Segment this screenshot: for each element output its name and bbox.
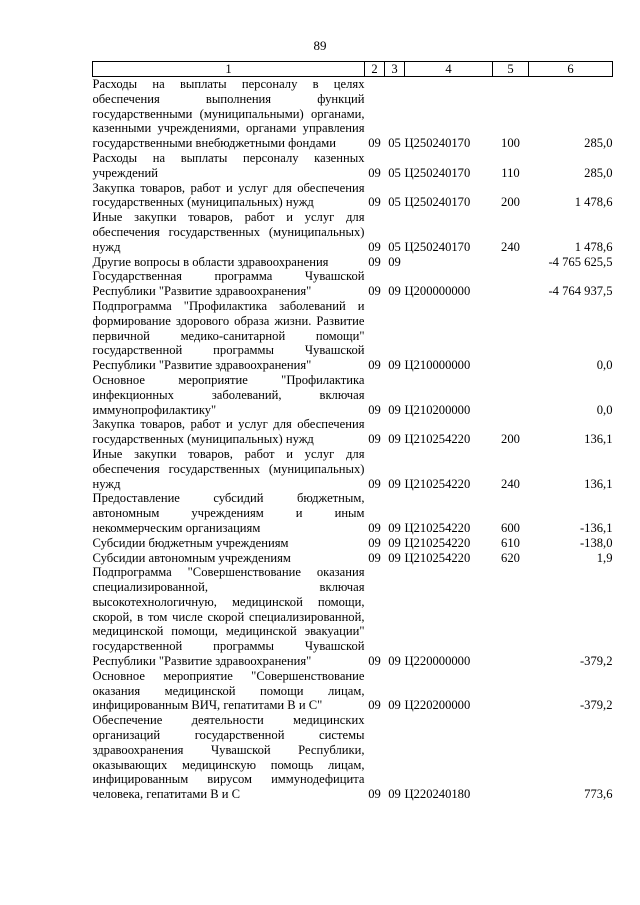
column-header-expense-type: 5 [493, 62, 529, 77]
row-subsection: 09 [388, 787, 401, 802]
table-header-row [93, 62, 613, 77]
row-target-code: Ц210254220 [404, 535, 471, 550]
table-row [93, 210, 613, 254]
column-header-target-code: 4 [405, 62, 493, 77]
row-subsection: 09 [388, 535, 401, 550]
table-row [93, 713, 613, 802]
row-amount: 0,0 [596, 358, 613, 373]
row-name: Иные закупки товаров, работ и услуг для обеспечения государственных (муниципальных) нужд [92, 210, 365, 254]
row-amount: 0,0 [596, 402, 613, 417]
row-subsection: 09 [388, 284, 401, 299]
column-header-subsection: 3 [385, 62, 405, 77]
row-amount: -138,0 [579, 535, 613, 550]
row-target-code: Ц220200000 [404, 698, 471, 713]
table-row [93, 77, 613, 151]
row-amount: 136,1 [584, 432, 613, 447]
row-expense-type: 240 [501, 239, 520, 254]
page-number: 89 [313, 38, 327, 53]
row-subsection: 09 [388, 476, 401, 491]
row-section: 09 [368, 535, 381, 550]
row-target-code: Ц210200000 [404, 402, 471, 417]
table-row [93, 269, 613, 299]
row-section: 09 [368, 698, 381, 713]
row-amount: 285,0 [584, 136, 613, 151]
row-subsection: 09 [388, 432, 401, 447]
row-amount: -4 764 937,5 [548, 284, 613, 299]
column-header-section: 2 [365, 62, 385, 77]
row-expense-type: 620 [501, 550, 520, 565]
row-name: Расходы на выплаты персоналу в целях обеспечения выполнения функций государственными (муниципальными) органами, казенными учреждениями, органами управления государственными внебюджетными фондами [92, 77, 365, 151]
row-section: 09 [368, 165, 381, 180]
table-row [93, 536, 613, 551]
row-amount: -136,1 [579, 520, 613, 535]
row-target-code: Ц250240170 [404, 195, 471, 210]
row-target-code [405, 255, 493, 270]
row-subsection: 09 [388, 698, 401, 713]
column-header-name: 1 [93, 62, 365, 77]
row-expense-type: 240 [501, 476, 520, 491]
row-section: 09 [368, 476, 381, 491]
row-subsection: 09 [388, 358, 401, 373]
row-subsection: 09 [388, 254, 401, 269]
row-target-code: Ц200000000 [404, 284, 471, 299]
row-target-code: Ц210254220 [404, 476, 471, 491]
row-name: Обеспечение деятельности медицинских организаций государственной системы здравоохранения Чувашской Республики, оказывающих медицинскую помощь лицам, инфицированным вирусом иммунодефицита человека, гепатитами В и С [92, 713, 365, 802]
row-subsection: 05 [388, 136, 401, 151]
row-subsection: 05 [388, 239, 401, 254]
row-amount: 136,1 [584, 476, 613, 491]
row-amount: -379,2 [579, 698, 613, 713]
row-expense-type: 600 [501, 520, 520, 535]
row-expense-type [493, 373, 529, 417]
row-amount: -379,2 [579, 654, 613, 669]
row-subsection: 05 [388, 195, 401, 210]
row-name: Предоставление субсидий бюджетным, автономным учреждениям и иным некоммерческим организациям [92, 491, 365, 535]
row-target-code: Ц210254220 [404, 432, 471, 447]
table-body [93, 77, 613, 803]
table-row [93, 669, 613, 713]
row-amount: 1,9 [596, 550, 613, 565]
row-subsection: 09 [388, 654, 401, 669]
row-name: Закупка товаров, работ и услуг для обеспечения государственных (муниципальных) нужд [92, 180, 365, 210]
table-row [93, 565, 613, 669]
row-name: Подпрограмма "Профилактика заболеваний и формирование здорового образа жизни. Развитие первичной медико-санитарной помощи" государственной программы Чувашской Республики "Развитие здравоохранения" [92, 298, 365, 373]
row-name: Расходы на выплаты персоналу казенных учреждений [92, 150, 365, 180]
row-name: Закупка товаров, работ и услуг для обеспечения государственных (муниципальных) нужд [92, 417, 365, 447]
table-row [93, 551, 613, 566]
row-name: Основное мероприятие "Профилактика инфекционных заболеваний, включая иммунопрофилактику" [92, 372, 365, 417]
row-expense-type: 200 [501, 195, 520, 210]
row-target-code: Ц210254220 [404, 520, 471, 535]
table-row [93, 417, 613, 447]
row-name: Другие вопросы в области здравоохранения [92, 254, 329, 269]
row-section: 09 [368, 284, 381, 299]
row-expense-type [493, 299, 529, 373]
row-section: 09 [368, 254, 381, 269]
row-subsection: 09 [388, 550, 401, 565]
row-target-code: Ц210000000 [404, 358, 471, 373]
row-subsection: 09 [388, 520, 401, 535]
row-section: 09 [368, 520, 381, 535]
table-row [93, 255, 613, 270]
table-row [93, 447, 613, 491]
row-name: Государственная программа Чувашской Республики "Развитие здравоохранения" [92, 269, 365, 299]
table-row [93, 181, 613, 211]
budget-table [92, 61, 613, 802]
table-row [93, 491, 613, 535]
row-section: 09 [368, 358, 381, 373]
table-row [93, 151, 613, 181]
row-section: 09 [368, 136, 381, 151]
row-amount: 1 478,6 [574, 195, 613, 210]
row-name: Основное мероприятие "Совершенствование оказания медицинской помощи лицам, инфицированным ВИЧ, гепатитами В и С" [92, 668, 365, 713]
column-header-amount: 6 [529, 62, 613, 77]
row-name: Субсидии бюджетным учреждениям [92, 535, 289, 550]
row-amount: 285,0 [584, 165, 613, 180]
row-subsection: 09 [388, 402, 401, 417]
row-expense-type: 100 [501, 136, 520, 151]
row-section: 09 [368, 654, 381, 669]
row-name: Подпрограмма "Совершенствование оказания специализированной, включая высокотехнологичную, медицинской помощи, скорой, в том числе скорой специализированной, медицинской помощи, медицинской эвакуации" государственной программы Чувашской Республики "Развитие здравоохранения" [92, 565, 365, 669]
row-name: Субсидии автономным учреждениям [92, 550, 291, 565]
row-target-code: Ц250240170 [404, 136, 471, 151]
row-expense-type: 110 [501, 165, 520, 180]
row-expense-type [493, 713, 529, 802]
row-amount: 1 478,6 [574, 239, 613, 254]
row-target-code: Ц210254220 [404, 550, 471, 565]
row-expense-type [493, 255, 529, 270]
row-target-code: Ц220240180 [404, 787, 471, 802]
row-expense-type: 610 [501, 535, 520, 550]
row-target-code: Ц250240170 [404, 239, 471, 254]
row-section: 09 [368, 550, 381, 565]
row-amount: -4 765 625,5 [548, 254, 613, 269]
row-section: 09 [368, 195, 381, 210]
row-expense-type [493, 669, 529, 713]
table-row [93, 373, 613, 417]
row-section: 09 [368, 787, 381, 802]
row-expense-type [493, 565, 529, 669]
row-subsection: 05 [388, 165, 401, 180]
row-section: 09 [368, 402, 381, 417]
table-row [93, 299, 613, 373]
row-section: 09 [368, 432, 381, 447]
row-expense-type [493, 269, 529, 299]
row-target-code: Ц220000000 [404, 654, 471, 669]
row-section: 09 [368, 239, 381, 254]
row-target-code: Ц250240170 [404, 165, 471, 180]
row-amount: 773,6 [584, 787, 613, 802]
row-expense-type: 200 [501, 432, 520, 447]
row-name: Иные закупки товаров, работ и услуг для обеспечения государственных (муниципальных) нужд [92, 446, 365, 491]
